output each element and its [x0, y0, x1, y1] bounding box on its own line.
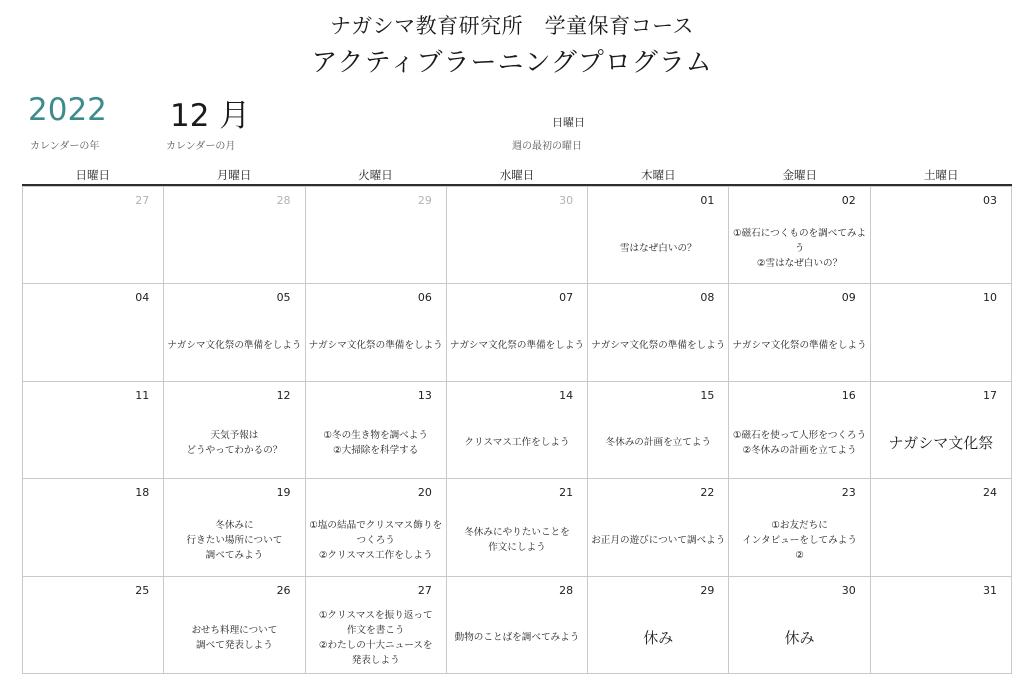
calendar-day-cell[interactable]	[729, 187, 870, 284]
month-caption: カレンダーの月	[166, 141, 236, 152]
day-number: 08	[700, 291, 715, 305]
calendar-day-cell[interactable]	[871, 187, 1012, 284]
day-event-text: ナガシマ文化祭の準備をしよう	[591, 340, 726, 352]
weekday-thursday: 木曜日	[641, 168, 676, 182]
day-number: 16	[841, 388, 856, 402]
calendar-day-cell[interactable]	[871, 479, 1012, 576]
weekday-tuesday: 火曜日	[358, 168, 393, 182]
start-day-value[interactable]: 日曜日	[552, 116, 585, 129]
day-number: 06	[417, 291, 432, 305]
day-number: 31	[983, 583, 997, 597]
day-event-text: ①塩の結晶でクリスマス飾りを つくろう ②クリスマス工作をしよう	[309, 519, 443, 561]
day-event-text: ①磁石を使って人形をつくろう ②冬休みの計画を立てよう	[732, 429, 867, 456]
day-number: 28	[559, 583, 574, 597]
calendar-day-cell[interactable]	[23, 479, 164, 576]
calendar-grid	[22, 186, 1012, 674]
day-event-text: おせち料理について 調べて発表しよう	[191, 624, 278, 651]
weekday-saturday: 土曜日	[923, 168, 959, 182]
day-number: 12	[276, 388, 291, 402]
day-number: 15	[700, 388, 715, 402]
calendar-day-cell[interactable]	[729, 479, 870, 576]
year-caption: カレンダーの年	[30, 141, 100, 152]
day-event-text: 冬休みの計画を立てよう	[605, 437, 712, 449]
calendar-day-cell[interactable]	[164, 187, 305, 284]
day-event-text: 休み	[784, 628, 815, 647]
day-number: 23	[841, 486, 856, 500]
day-number: 29	[700, 583, 715, 597]
weekday-wednesday: 水曜日	[499, 168, 535, 182]
day-number: 27	[135, 194, 150, 207]
calendar-day-cell[interactable]	[306, 382, 447, 479]
calendar-day-cell[interactable]	[588, 382, 729, 479]
calendar-day-cell[interactable]	[871, 577, 1012, 674]
calendar-day-cell[interactable]	[23, 187, 164, 284]
calendar-day-cell[interactable]	[306, 187, 447, 284]
day-event-text: ナガシマ文化祭	[888, 433, 994, 452]
calendar-day-cell[interactable]	[306, 284, 447, 381]
day-number: 17	[983, 388, 997, 402]
calendar-day-cell[interactable]	[871, 382, 1012, 479]
day-number: 05	[276, 291, 291, 305]
calendar-day-cell[interactable]	[729, 284, 870, 381]
day-event-text: ①クリスマスを振り返って 作文を書こう ②わたしの十大ニュースを 発表しよう	[318, 609, 433, 666]
day-number: 11	[135, 388, 150, 402]
day-number: 26	[276, 583, 291, 597]
day-event-text: ナガシマ文化祭の準備をしよう	[732, 340, 867, 352]
day-number: 10	[983, 291, 997, 305]
day-number: 20	[417, 486, 432, 500]
day-number: 07	[559, 291, 574, 305]
day-number: 01	[700, 194, 715, 207]
month-value[interactable]: 12 月	[170, 98, 251, 134]
calendar-day-cell[interactable]	[306, 479, 447, 576]
day-event-text: ナガシマ文化祭の準備をしよう	[308, 340, 443, 352]
day-number: 27	[417, 583, 432, 597]
calendar-day-cell[interactable]	[447, 284, 588, 381]
day-number: 28	[276, 194, 291, 207]
day-number: 18	[135, 486, 150, 500]
calendar-day-cell[interactable]	[588, 187, 729, 284]
day-number: 13	[417, 388, 432, 402]
day-event-text: 雪はなぜ白いの？	[619, 242, 697, 254]
calendar-day-cell[interactable]	[729, 577, 870, 674]
calendar-day-cell[interactable]	[23, 577, 164, 674]
day-number: 21	[559, 486, 574, 500]
day-event-text: 冬休みにやりたいことを 作文にしよう	[464, 527, 570, 554]
day-event-text: 休み	[643, 628, 674, 647]
day-event-text: クリスマス工作をしよう	[464, 437, 570, 449]
day-number: 03	[983, 194, 997, 207]
day-event-text: ①お友だちに インタビューをしてみよう ②	[742, 519, 857, 561]
day-event-text: お正月の遊びについて調べよう	[591, 534, 726, 546]
weekday-sunday: 日曜日	[75, 168, 110, 182]
calendar-day-cell[interactable]	[588, 284, 729, 381]
weekday-monday: 月曜日	[216, 168, 252, 182]
day-number: 29	[417, 194, 432, 207]
day-number: 02	[841, 194, 856, 207]
calendar-day-cell[interactable]	[164, 284, 305, 381]
calendar-day-cell[interactable]	[23, 382, 164, 479]
day-number: 09	[841, 291, 856, 305]
day-number: 22	[700, 486, 715, 500]
day-event-text: 動物のことばを調べてみよう	[454, 632, 580, 644]
day-event-text: ナガシマ文化祭の準備をしよう	[167, 340, 302, 352]
day-event-text: 冬休みに 行きたい場所について 調べてみよう	[186, 519, 283, 561]
calendar-day-cell[interactable]	[447, 382, 588, 479]
calendar-day-cell[interactable]	[447, 187, 588, 284]
day-number: 14	[559, 388, 574, 402]
header-line-2: アクティブラーニングプログラム	[311, 48, 713, 78]
day-event-text: ①冬の生き物を調べよう ②大掃除を科学する	[323, 429, 428, 456]
calendar-day-cell[interactable]	[306, 577, 447, 674]
year-value[interactable]: 2022	[28, 92, 107, 128]
day-event-text: ①磁石につくものを調べてみよう ②雪はなぜ白いの？	[732, 227, 867, 269]
calendar-day-cell[interactable]	[871, 284, 1012, 381]
day-event-text: ナガシマ文化祭の準備をしよう	[449, 340, 585, 352]
calendar-day-cell[interactable]	[588, 479, 729, 576]
calendar-day-cell[interactable]	[23, 284, 164, 381]
calendar-day-cell[interactable]	[164, 577, 305, 674]
start-day-caption: 週の最初の曜日	[512, 141, 582, 152]
day-number: 30	[559, 194, 574, 207]
weekday-friday: 金曜日	[782, 168, 818, 182]
weekday-header-row	[22, 167, 1012, 186]
calendar-day-cell[interactable]	[447, 577, 588, 674]
day-number: 24	[983, 486, 997, 500]
day-number: 04	[135, 291, 150, 305]
calendar-day-cell[interactable]	[729, 382, 870, 479]
calendar-day-cell[interactable]	[447, 479, 588, 576]
calendar-day-cell[interactable]	[164, 382, 305, 479]
header-line-1: ナガシマ教育研究所 学童保育コース	[329, 14, 695, 38]
day-number: 19	[276, 486, 291, 500]
calendar-day-cell[interactable]	[164, 479, 305, 576]
day-number: 25	[135, 583, 150, 597]
calendar-day-cell[interactable]	[588, 577, 729, 674]
day-number: 30	[841, 583, 856, 597]
day-event-text: 天気予報は どうやってわかるの？	[186, 429, 283, 456]
